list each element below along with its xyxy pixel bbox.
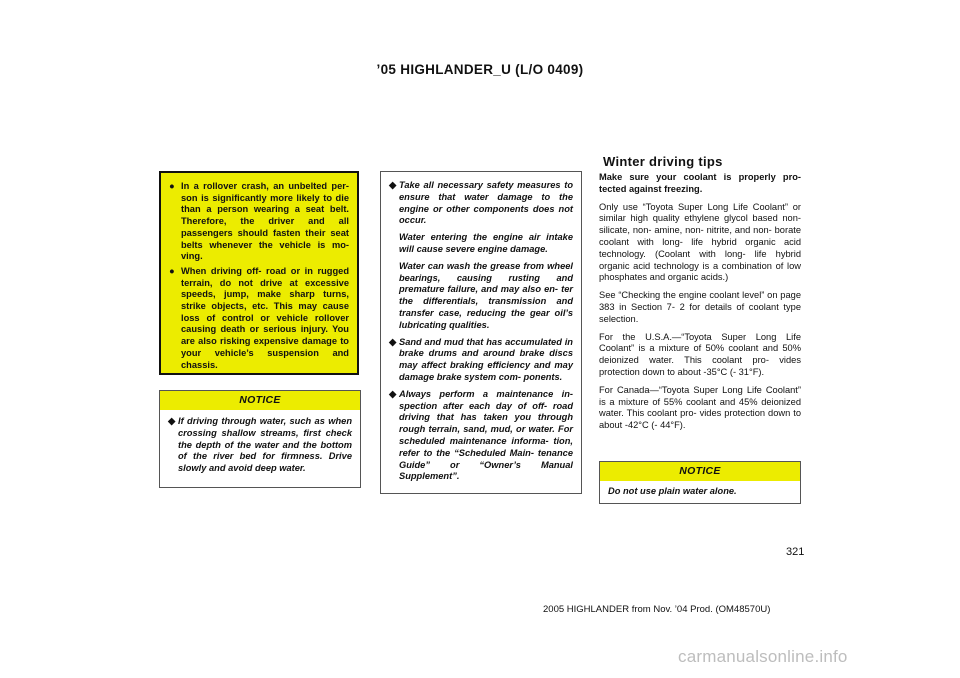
- bullet-icon: ●: [169, 181, 175, 191]
- warning-item: [169, 266, 349, 371]
- warning-box: [159, 171, 359, 375]
- bullet-icon: ●: [169, 265, 175, 276]
- warning-item-text: When driving off- road or in rugged terrain, do not drive at excessive speeds, jump, make sharp turns, strike objects, etc. This may cause loss of control or vehicle rollover causing death or serious injury. You are also risking expensive damage to your vehicle’s suspension and chassis.: [181, 265, 349, 370]
- lead-paragraph: Make sure your coolant is properly pro- tected against freezing.: [599, 172, 801, 194]
- warning-list: [169, 181, 349, 371]
- notice-body: [160, 410, 360, 486]
- notice-body: [600, 481, 800, 509]
- body-paragraph: For Canada—“Toyota Super Long Life Coolant” is a mixture of 55% coolant and 45% deionized water. This coolant pro- vides protection down to about -42°C (- 44°F).: [599, 384, 801, 431]
- diamond-bullet-icon: ◆: [389, 388, 397, 399]
- notice-box-middle: [380, 171, 582, 494]
- notice-paragraph: Water entering the engine air intake will cause severe engine damage.: [399, 232, 573, 254]
- warning-item: [169, 181, 349, 263]
- diamond-bullet-icon: ◆: [389, 336, 397, 347]
- notice-paragraph: Water can wash the grease from wheel bearings, causing rusting and premature failure, and may also en- ter the differentials, transmission and transfer case, reducing the gear oil’s lubricating qualities.: [399, 260, 573, 330]
- notice-box-right: [599, 461, 801, 504]
- right-column: [599, 172, 801, 438]
- body-paragraph: See “Checking the engine coolant level” on page 383 in Section 7- 2 for details of coolant type selection.: [599, 290, 801, 324]
- page-header: ’05 HIGHLANDER_U (L/O 0409): [376, 62, 584, 77]
- body-paragraph: Only use “Toyota Super Long Life Coolant” or similar high quality ethylene glycol based non- silicate, non- amine, non- nitrite, and non- borate coolant with long- life hybrid organic acid technology. (Coolant with long- life hybrid organic acid technology is a combination of low phosphates and organic acids.): [599, 201, 801, 283]
- notice-item-text: Always perform a maintenance in- spection after each day of off- road driving that has taken you through rough terrain, sand, mud, or water. For scheduled maintenance informa- tion, refer to the “Scheduled Main- tenance Guide” or “Owner’s Manual Supplement”.: [399, 388, 573, 482]
- notice-item-text: Sand and mud that has accumulated in brake drums and around brake discs may affect braking efficiency and may damage brake system com- ponents.: [399, 336, 573, 382]
- body-paragraph: For the U.S.A.—“Toyota Super Long Life Coolant” is a mixture of 50% coolant and 50% deionized water. This coolant pro- vides protection down to about -35°C (- 31°F).: [599, 331, 801, 377]
- notice-heading: NOTICE: [600, 462, 800, 481]
- page-number: 321: [786, 546, 805, 558]
- warning-item-text: In a rollover crash, an unbelted per- son is significantly more likely to die than a person wearing a seat belt. Therefore, the driver and all passengers should fasten their seat belts whenever the vehicle is mo- ving.: [181, 181, 349, 262]
- notice-item-text: If driving through water, such as when crossing shallow streams, first check the depth of the water and the bottom of the river bed for firmness. Drive slowly and avoid deep water.: [178, 416, 352, 474]
- notice-text: Do not use plain water alone.: [608, 486, 737, 496]
- notice-item-text: Take all necessary safety measures to ensure that water damage to the engine or other components does not occur.: [399, 180, 573, 226]
- page-footer: 2005 HIGHLANDER from Nov. ’04 Prod. (OM48570U): [543, 604, 771, 615]
- diamond-bullet-icon: ◆: [168, 416, 176, 426]
- notice-item: [168, 416, 352, 475]
- notice-heading: NOTICE: [160, 391, 360, 410]
- section-title: Winter driving tips: [603, 154, 723, 169]
- notice-item: [389, 389, 573, 483]
- diamond-bullet-icon: ◆: [389, 180, 397, 190]
- notice-item: [389, 180, 573, 227]
- notice-body: [381, 172, 581, 494]
- notice-item: [389, 337, 573, 384]
- notice-box-left: [159, 390, 361, 488]
- watermark: carmanualsonline.info: [678, 647, 848, 666]
